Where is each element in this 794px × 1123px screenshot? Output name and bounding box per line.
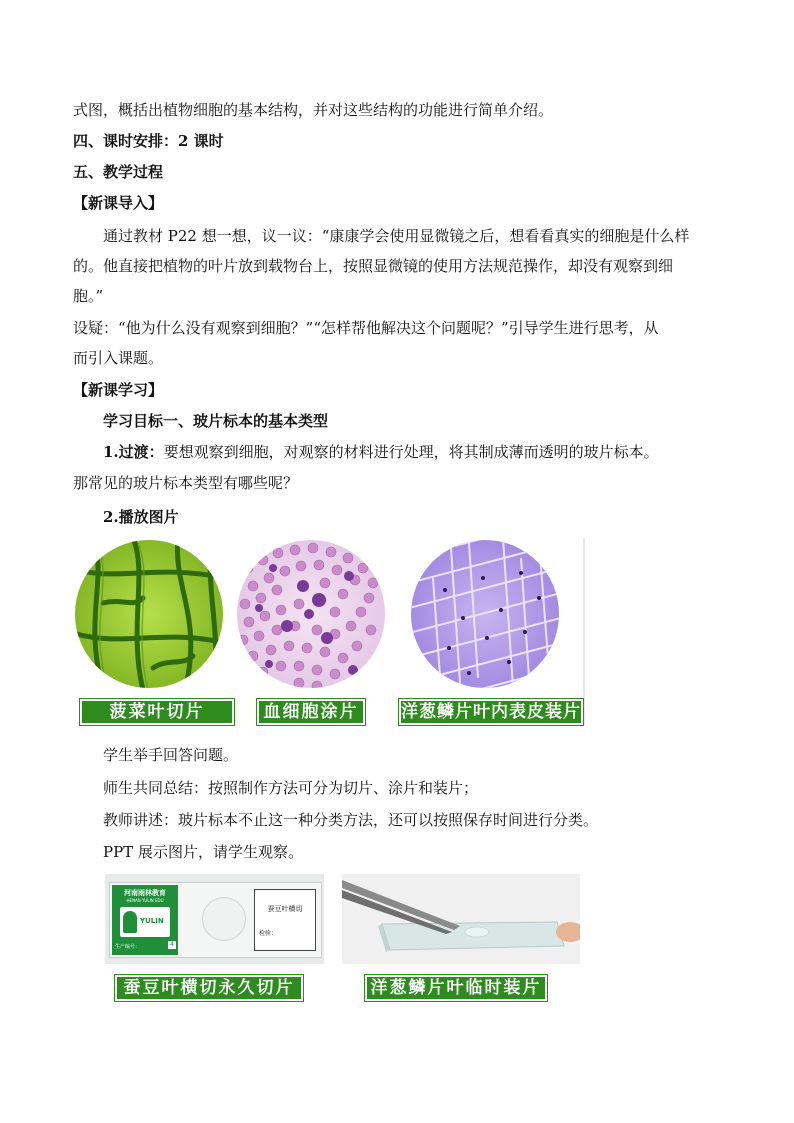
- brand-label: [112, 885, 178, 955]
- brand-name: 河南雨林教育: [124, 889, 166, 897]
- brand-logo: [120, 907, 170, 937]
- objective-heading: 学习目标一、玻片标本的基本类型: [103, 412, 329, 430]
- section-heading-schedule: 四、课时安排：2 课时: [73, 132, 224, 150]
- logo-mark: [123, 911, 137, 933]
- step-text: 要想观察到细胞，对观察的材料进行处理，将其制成薄而透明的玻片标本。: [163, 443, 659, 461]
- cover-slip: [202, 897, 246, 941]
- text-line: 教师讲述：玻片标本不止这一种分类方法，还可以按照保存时间进行分类。: [103, 811, 599, 829]
- temporary-slide-photo: [342, 874, 580, 964]
- text-line: 式图，概括出植物细胞的基本结构，并对这些结构的功能进行简单介绍。: [73, 101, 554, 119]
- section-heading-process: 五、教学过程: [73, 163, 164, 181]
- specimen-name: 蚕豆叶横切: [267, 905, 303, 913]
- caption-temporary-slide: 洋葱鳞片叶临时装片: [365, 975, 547, 1001]
- serial-label: 生产编号：: [115, 944, 141, 950]
- text-line: PPT 展示图片，请学生观察。: [103, 843, 303, 861]
- specimen-label: [254, 889, 316, 951]
- text-line: 师生共同总结：按照制作方法可分为切片、涂片和装片；: [103, 779, 479, 797]
- glass-slide: [109, 882, 322, 958]
- tweezers-slide-image: [342, 874, 580, 964]
- text-line: 通过教材 P22 想一想，议一议：“康康学会使用显微镜之后，想看看真实的细胞是什么样: [103, 227, 690, 245]
- text-line: [103, 442, 659, 462]
- blood-smear-image: [235, 538, 387, 691]
- subheading-learning: 【新课学习】: [73, 381, 164, 399]
- text-line: 的。他直接把植物的叶片放到载物台上，按照显微镜的使用方法规范操作，却没有观察到细: [73, 257, 674, 275]
- text-line: 那常见的玻片标本类型有哪些呢？: [73, 474, 299, 492]
- check-label: 检验：: [259, 930, 278, 937]
- spinach-section-image: [73, 538, 225, 690]
- step-label: 1.过渡：: [103, 443, 164, 461]
- text-line: 设疑：“他为什么没有观察到细胞？”“怎样帮他解决这个问题呢？”引导学生进行思考，从: [73, 319, 659, 337]
- step-heading: 2.播放图片: [103, 508, 179, 526]
- logo-text: YULIN: [140, 917, 164, 925]
- permanent-slide-photo: [105, 874, 324, 964]
- micrograph-images: [73, 538, 586, 725]
- subheading-intro: 【新课导入】: [73, 194, 164, 212]
- caption-blood-smear: 血细胞涂片: [257, 699, 365, 725]
- text-line: 胞。”: [73, 287, 104, 305]
- serial-value: 4: [168, 941, 176, 949]
- caption-onion: 洋葱鳞片叶内表皮装片: [399, 699, 583, 725]
- text-line: 学生举手回答问题。: [103, 746, 239, 764]
- caption-permanent-slide: 蚕豆叶横切永久切片: [115, 975, 303, 1001]
- brand-name-en: HENAN YULIN EDU: [126, 898, 164, 903]
- caption-spinach: 菠菜叶切片: [80, 699, 234, 725]
- micrograph-figure: [73, 538, 586, 725]
- onion-epidermis-image: [409, 538, 561, 725]
- text-line: 而引入课题。: [73, 349, 164, 367]
